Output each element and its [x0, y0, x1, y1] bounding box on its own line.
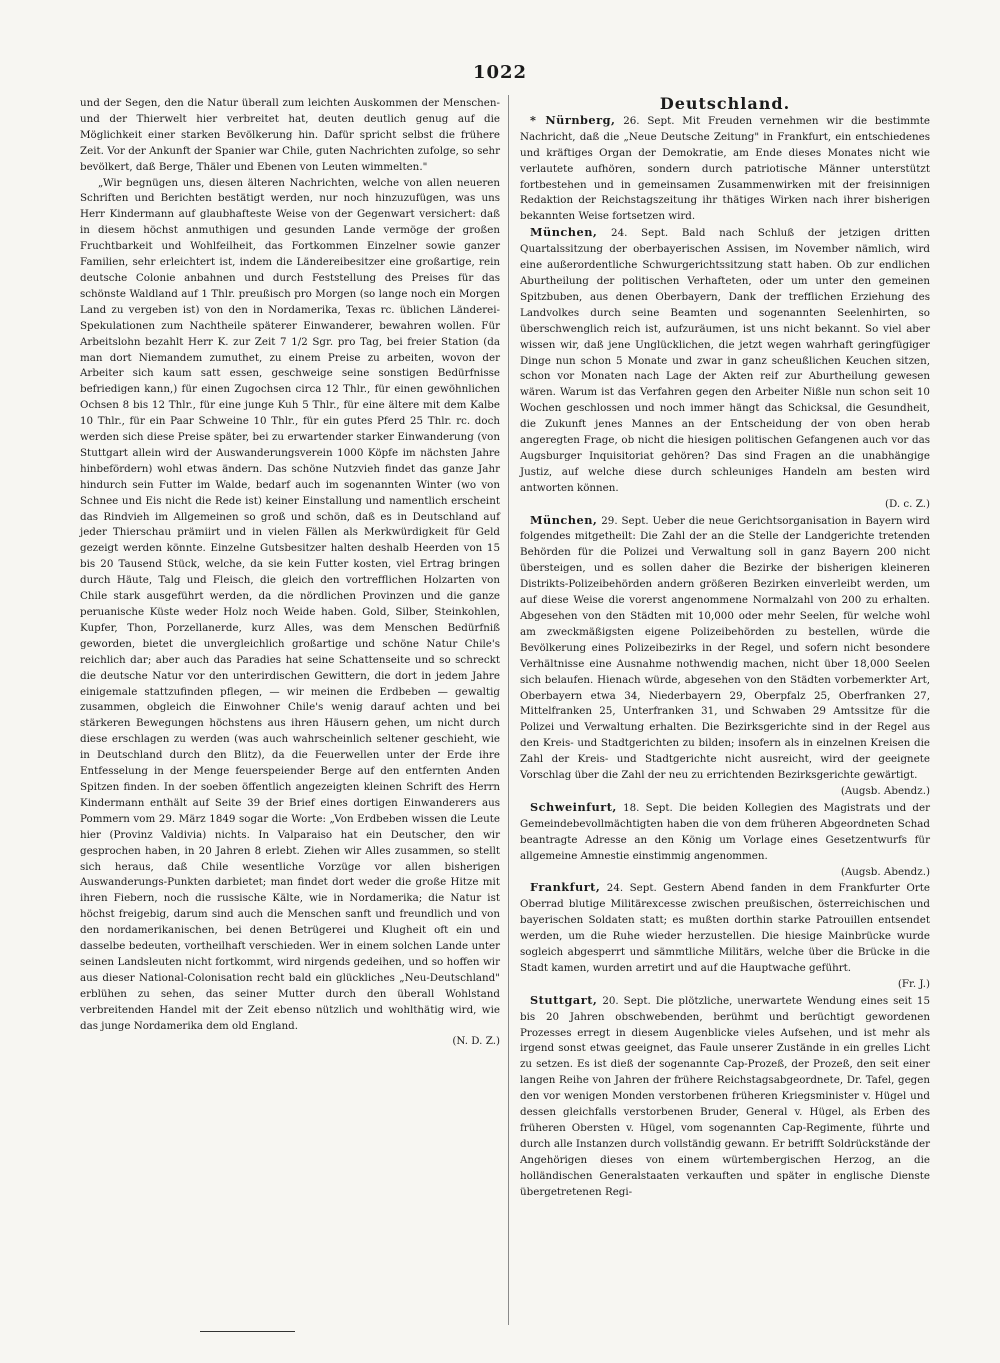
article [520, 880, 930, 992]
dateline: Stuttgart, [530, 992, 598, 1007]
paragraph: „Wir begnügen uns, diesen älteren Nachrichten, welche von allen neueren Schriften und Berichten bestätigt werden, nur noch hinzuzufügen, was uns Herr Kindermann auf glaubhaftestе Weise von der Gegenwart versichert: daß in diesem höchst anmuthigen und gesunden Lande vermöge der großen Fruchtbarkeit und Wohlfeilheit, das Fortkommen Einzelner sowie ganzer Familien, sehr erleichtert ist, indem die Ländereibesitzer eine großartige, rein deutsche Colonie anbahnen und durch Feststellung des Preises für das schönste Waldland auf 1 Thlr. preußisch pro Morgen (so lange noch ein Morgen Land zu vergeben ist) von den in Nordamerika, Texas rc. üblichen Länderei-Spekulationen zum Nachtheile späterer Einwanderer, bewahren wollen. Für Arbeitslohn bezahlt Herr K. zur Zeit 7 1/2 Sgr. pro Tag, bei freier Station (da man dort Niemandem zumuthet, zu einem Preise zu arbeiten, wovon der Arbeiter sich kaum satt essen, geschweige seine sonstigen Bedürfnisse befriedigen kann,) für einen Zugochsen circa 12 Thlr., für einen gewöhnlichen Ochsen 8 bis 12 Thlr., für eine junge Kuh 5 Thlr., für eine ältere mit dem Kalbe 10 Thlr., für ein Paar Schweine 10 Thlr., für ein gutes Pferd 25 Thlr. rc. doch werden sich diese Preise später, bei zu erwartender starker Einwanderung (von Stuttgart allein wird der Auswanderungsverein 1000 Köpfe im nächsten Jahre hinbefördern) wohl etwas ändern. Das schöne Nutzvieh findet das ganze Jahr hindurch sein Futter im Walde, bedarf auch im sogenannten Winter (wo von Schnee und Eis nicht die Rede ist) keiner Einstallung und namentlich erscheint das Rindvieh im Allgemeinen so groß und schön, daß es in Deutschland auf jeder Thierschau prämiirt und in vielen Fällen als Merkwürdigkeit für Geld gezeigt werden könnte. Einzelne Gutsbesitzer halten deshalb Heerden von 15 bis 20 Tausend Stück, welche, da sie kein Futter kosten, viel Ertrag bringen durch Häute, Talg und Fleisch, die gleich den vortrefflichen Holzarten von Chile stark ausgeführt werden, da die nördlichen Provinzen und die ganze peruanische Küste weder Holz noch Weide haben. Gold, Silber, Steinkohlen, Kupfer, Thon, Porzellanerde, kurz Alles, was dem Menschen Bedürfniß geworden, bietet die unvergleichlich großartige und schöne Natur Chile's reichlich dar; aber auch das Paradies hat seine Schattenseite und so schreckt die deutsche Natur vor den unterirdischen Gewittern, die dort in jedem Jahre einigemale stattzufinden pflegen, — wir meinen die Erdbeben — gewaltig zusammen, obgleich die Einwohner Chile's wenig darauf achten und bei stärkeren Bewegungen höchstens aus ihren Häusern gehen, um nicht durch diese erschlagen zu werden (was auch wahrscheinlich seltener geschieht, wie in Deutschland durch den Blitz), da die Feuerwellen unter der Erde ihre Entfesselung in der Menge feuerspeiender Berge auf den entfernten Anden Spitzen finden. In der soeben öffentlich angezeigten kleinen Schrift des Herrn Kindermann enthält auf Seite 39 der Brief eines dortigen Einwanderers aus Pommern vom 29. März 1849 sogar die Worte: „Von Erdbeben wissen die Leute hier (Provinz Valdivia) nichts. In Valparaiso hat ein Deutscher, den wir gesprochen haben, in 20 Jahren 8 erlebt. Ziehen wir Alles zusammen, so stellt sich heraus, daß Chile wesentliche Vorzüge vor allen bisherigen Auswanderungs-Punkten darbietet; man findet dort weder die große Hitze mit ihren Fiebern, noch die russische Kälte, wie in Nordamerika; die Natur ist höchst freigebig, darum sind auch die Menschen sanft und freundlich und von den nordamerikanischen, bei denen Betrügerei und Klugheit oft ein und dasselbe bedeuten, vortheilhaft verschieden. Wer in einem solchen Lande unter seinen Landsleuten nicht fortkommt, wird nirgends gedeihen, und so hoffen wir aus dieser National-Colonisation recht bald ein glückliches „Neu-Deutschland" erblühen zu sehen, das seiner Mutter durch den überall Wohlstand verbreitenden Handel mit der Zeit ebenso nützlich und wohlthätig wird, wie das junge Nordamerika dem old England. [80, 176, 500, 1032]
source: (Augsb. Abendz.) [840, 784, 930, 797]
column-rule [508, 95, 509, 1325]
article [520, 993, 930, 1201]
source: (Augsb. Abendz.) [840, 865, 930, 878]
article [520, 113, 930, 225]
paragraph: und der Segen, den die Natur überall zum leichten Auskommen der Menschen- und der Thierwelt hier verbreitet hat, deuten deutlich genug auf die Möglichkeit einer starken Bevölkerung hin. Dafür spricht selbst die frühere Zeit. Vor der Ankunft der Spanier war Chile, guten Nachrichten zufolge, so sehr bevölkert, daß Berge, Thäler und Ebenen von Leuten wimmelten." [80, 97, 500, 173]
article-text: 24. Sept. Gestern Abend fanden in dem Frankfurter Orte Oberrad blutige Militärexcesse zwischen preußischen, österreichischen und bayerischen Soldaten statt; es mußten dorthin starke Patrouillen entsendet werden, um die Ruhe wieder herzustellen. Die hiesige Mainbrücke wurde sogleich abgesperrt und sämmtliche Militärs, welche über die Brücke in die Stadt kamen, wurden arretirt und auf die Hauptwache geführt. [520, 882, 931, 974]
end-rule [200, 1331, 295, 1332]
article-text: 26. Sept. Mit Freuden vernehmen wir die bestimmte Nachricht, daß die „Neue Deutsche Zeitung" in Frankfurt, ein entschiedenes und kräftiges Organ der Demokratie, am Ende dieses Monates nicht wie verlautete aufhören, sondern durch patriotische Männer unterstützt fortbestehen und in gemeinsamen Zusammenwirken mit der freisinnigen Redaktion der Reichstagszeitung ihr thätiges Wirken nach ihrer bisherigen bekannten Weise fortsetzen wird. [520, 114, 930, 223]
article [520, 800, 930, 881]
article-text: 20. Sept. Die plötzliche, unerwartete Wendung eines seit 15 bis 20 Jahren obschwebenden, berühmt und berüchtigt gewordenen Prozesses erregt in diesem Augenblicke vieles Aufsehen, und ist mehr als irgend sonst etwas geeignet, das Faule unserer Zustände in ein grelles Licht zu setzen. Es ist dieß der sogenannte Cap-Prozeß, der Prozeß, den seit einer langen Reihe von Jahren der frühere Reichstagsabgeordnete, Dr. Tafel, gegen den vor wenigen Monden verstorbenen früheren Kriegsminister v. Hügel und dessen gleichfalls verstorbenen Bruder, General v. Hügel, als Erben des früheren Obersten v. Hügel, vom sogenannten Cap-Regimente, führte und durch alle Instanzen durch vollständig gewann. Er betrifft Soldrückstände der Angehörigen dieses von einem würtembergischen Herzog, an die holländischen Generalstaaten verkauften und später in englische Dienste übergetretenen Regi- [520, 994, 930, 1198]
dateline: Schweinfurt, [530, 799, 617, 814]
article [520, 513, 930, 800]
attribution: (N. D. Z.) [452, 1035, 500, 1048]
dateline: München, [530, 225, 598, 240]
article-text: 18. Sept. Die beiden Kollegien des Magistrats und der Gemeindebevollmächtigten haben die von dem früheren Abgeordneten Schad beantragte Adresse an den König um Vorlage eines Gesetzentwurfs für allgemeine Amnestie einstimmig angenommen. [520, 801, 930, 862]
dateline: Frankfurt, [530, 880, 601, 895]
left-column [80, 96, 500, 1050]
dateline: München, [530, 512, 598, 527]
source: (Fr. J.) [897, 977, 930, 990]
section-title: Deutschland. [659, 94, 791, 113]
page-number: 1022 [472, 62, 528, 83]
article [520, 225, 930, 512]
article-text: 24. Sept. Bald nach Schluß der jetzigen dritten Quartalssitzung der oberbayerischen Assisen, im November nämlich, wird eine außerordentliche Schwurgerichtssitzung statt haben. Ob zur endlichen Aburtheilung der politischen Verhafteten, oder um unter den gemeinen Spitzbuben, aus denen Oberbayern, Dank der trefflichen Erziehung des Landvolkes durch seine Beamten und sogenannten Seelenhirten, so überschwenglich reich ist, aufzuräumen, ist uns nicht bekannt. So viel aber wissen wir, daß jene Unglücklichen, die jetzt wegen wahrhaft geringfügiger Dinge nun schon 5 Monate und zwar in ganz scheußlichen Keuchen sitzen, schon vor Monaten nach Lage der Akten reif zur Aburtheilung gewesen wären. Warum ist das Verfahren gegen den Arbeiter Nißle nun schon seit 10 Wochen geschlossen und noch immer hängt das Schicksal, die Gesundheit, die Zukunft jenes Mannes an der Entscheidung der von oben herab angeregten Frage, ob nicht die hiesigen politischen Gefangenen auch vor das Augsburger Inquisitoriat gehören? Das sind Fragen an die unabhängige Justiz, auf welche diese durch schleuniges Handeln am besten wird antworten können. [520, 227, 930, 494]
article-text: 29. Sept. Ueber die neue Gerichtsorganisation in Bayern wird folgendes mitgetheilt: Die Zahl der an die Stelle der Landgerichte tretenden Behörden für die Polizei und Verwaltung soll in ganz Bayern 200 nicht übersteigen, und es sollen daher die Bezirke der bisherigen kleineren Distrikts-Polizeibehörden andern größeren Bezirken einverleibt werden, um auf diese Weise die vorerst angenommene Normalzahl von 200 zu erhalten. Abgesehen von den Städten mit 10,000 oder mehr Seelen, für welche wohl am zweckmäßigsten eigene Polizeibehörden zu bestellen, würde die Bevölkerung eines Polizeibezirks in der Regel, und sofern nicht besondere Verhältnisse eine Ausnahme nothwendig machen, nicht über 18,000 Seelen sich belaufen. Hienach würde, abgesehen von den Städten vorbemerkter Art, Oberbayern etwa 34, Niederbayern 29, Oberpfalz 25, Oberfranken 27, Mittelfranken 25, Unterfranken 31, und Schwaben 29 Amtssitze für die Polizei und Verwaltung erhalten. Die Bezirksgerichte sind in der Regel aus den Kreis- und Stadtgerichten zu bilden; insofern als in einzelnen Kreisen die Zahl der Kreis- und Stadtgerichte nicht ausreicht, wird der geeignete Vorschlag über die Zahl der neu zu errichtenden Bezirksgerichte gewärtigt. [520, 514, 930, 782]
dateline: * Nürnberg, [530, 112, 616, 127]
source: (D. c. Z.) [884, 497, 930, 510]
right-column [520, 96, 930, 1201]
